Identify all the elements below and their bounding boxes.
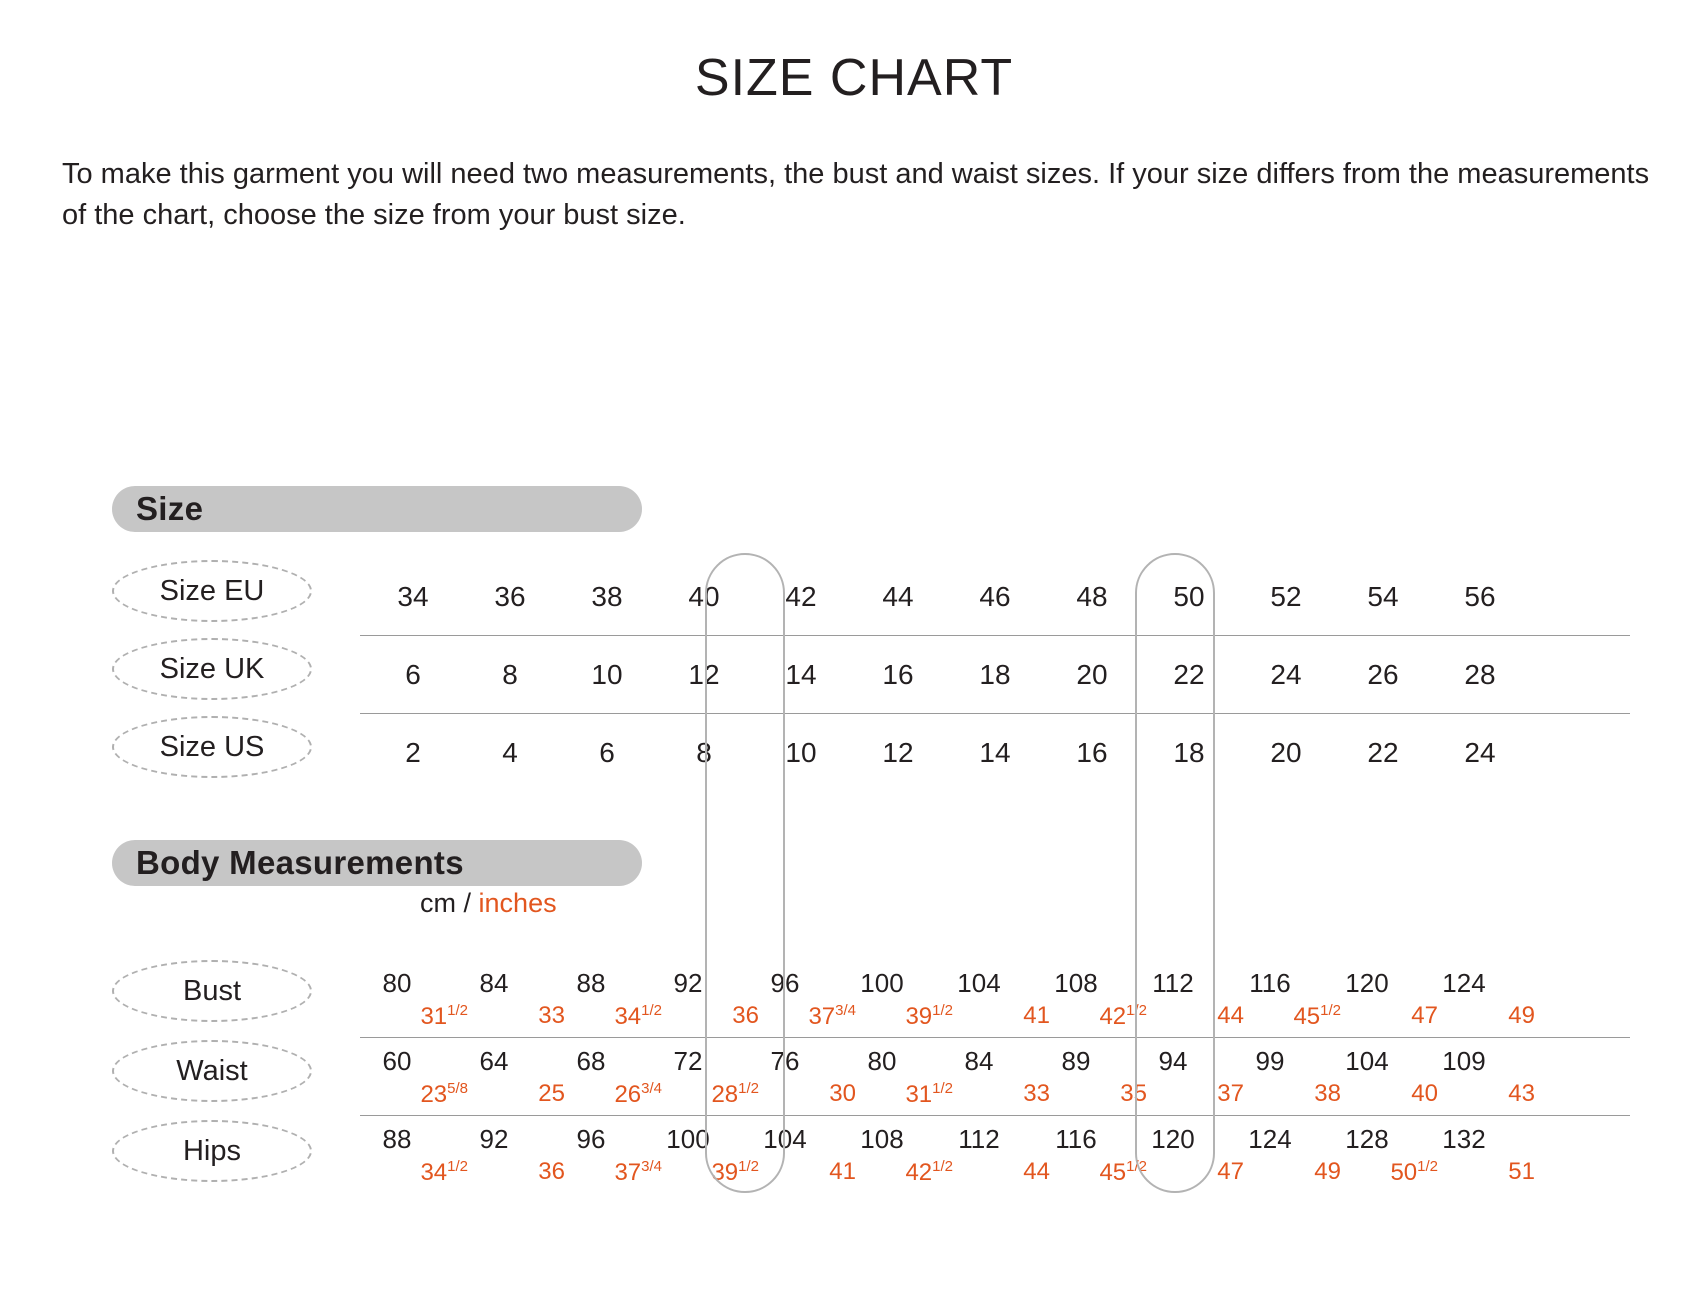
table-cell: 14 [979, 737, 1011, 768]
measurement-cm: 124 [1442, 968, 1486, 998]
table-cell: 4 [502, 737, 518, 768]
table-cell: 44 [882, 581, 914, 612]
measurement-cm: 109 [1442, 1046, 1486, 1076]
measurement-cm: 100 [860, 968, 904, 998]
measurement-cm: 60 [382, 1046, 412, 1076]
row-label-size-uk-text: Size UK [159, 652, 265, 685]
page-title: SIZE CHART [694, 49, 1014, 107]
measurement-cell [554, 1038, 662, 1116]
measurement-cm: 116 [1249, 968, 1291, 998]
table-cell: 34 [397, 581, 429, 612]
measurement-cell [651, 1116, 759, 1194]
measurement-cm: 104 [1345, 1046, 1389, 1076]
measurement-cell [360, 960, 468, 1038]
measurement-inches: $50^{1/2}$ [1390, 1158, 1438, 1186]
measurement-inches: 38 [1314, 1080, 1341, 1107]
measurement-cell [651, 960, 759, 1038]
table-cell: 16 [882, 659, 914, 690]
row-label-size-us-text: Size US [159, 730, 265, 763]
measurement-cm: 108 [860, 1124, 904, 1154]
measurement-inches: $45^{1/2}$ [1293, 1002, 1341, 1030]
measurement-cm: 96 [770, 968, 800, 998]
measurement-cell [748, 960, 856, 1038]
measurement-cell [845, 960, 953, 1038]
measurement-inches: 35 [1120, 1080, 1147, 1107]
measurement-cm: 92 [479, 1124, 509, 1154]
measurement-inches: $28^{1/2}$ [711, 1080, 759, 1108]
measurement-inches: 44 [1217, 1002, 1244, 1029]
measurement-cm: 72 [673, 1046, 703, 1076]
size-table [360, 558, 1630, 792]
table-row [360, 960, 1630, 1038]
measurement-cm: 80 [867, 1046, 897, 1076]
table-cell: 42 [785, 581, 817, 612]
measurement-inches: $26^{3/4}$ [614, 1080, 662, 1108]
table-cell: 6 [405, 659, 421, 690]
table-cell: 38 [591, 581, 623, 612]
measurement-inches: 41 [829, 1158, 856, 1185]
table-row [360, 714, 1630, 792]
measurement-cell [942, 960, 1050, 1038]
table-cell: 8 [502, 659, 518, 690]
measurement-cell [748, 1038, 856, 1116]
row-label-waist [112, 1040, 312, 1102]
table-cell: 20 [1076, 659, 1108, 690]
measurement-inches: 41 [1023, 1002, 1050, 1029]
measurement-cell [1330, 960, 1438, 1038]
measurement-cm: 116 [1055, 1124, 1097, 1154]
table-row [360, 636, 1630, 714]
measurement-cm: 100 [666, 1124, 710, 1154]
measurement-inches: $31^{1/2}$ [905, 1080, 953, 1108]
measurement-inches: $39^{1/2}$ [711, 1158, 759, 1186]
measurement-cm: 84 [479, 968, 509, 998]
table-cell: 12 [688, 659, 720, 690]
measurements-table [360, 960, 1630, 1194]
measurement-cm: 120 [1151, 1124, 1195, 1154]
measurement-cm: 64 [479, 1046, 509, 1076]
measurement-cm: 76 [770, 1046, 800, 1076]
measurement-cm: 88 [382, 1124, 412, 1154]
measurement-cm: 112 [958, 1124, 1000, 1154]
measurement-cell [1136, 960, 1244, 1038]
measurement-cm: 120 [1345, 968, 1389, 998]
measurement-inches: 47 [1411, 1002, 1438, 1029]
table-cell: 52 [1270, 581, 1302, 612]
measurement-cell [1039, 1038, 1147, 1116]
table-cell: 54 [1367, 581, 1399, 612]
measurement-inches: $42^{1/2}$ [1099, 1002, 1147, 1030]
row-label-hips [112, 1120, 312, 1182]
row-label-size-uk [112, 638, 312, 700]
measurement-inches: 44 [1023, 1158, 1050, 1185]
measurement-inches: 43 [1508, 1080, 1535, 1107]
table-cell: 10 [591, 659, 623, 690]
table-cell: 56 [1464, 581, 1496, 612]
row-label-waist-text: Waist [176, 1054, 248, 1087]
measurement-cell [1136, 1116, 1244, 1194]
row-label-size-us [112, 716, 312, 778]
measurement-cell [1039, 960, 1147, 1038]
table-cell: 2 [405, 737, 421, 768]
table-cell: 10 [785, 737, 817, 768]
measurement-cell [457, 1038, 565, 1116]
measurement-inches: 49 [1314, 1158, 1341, 1185]
measurement-inches: 33 [1023, 1080, 1050, 1107]
table-cell: 20 [1270, 737, 1302, 768]
measurement-inches: $23^{5/8}$ [420, 1080, 468, 1108]
measurement-cell [845, 1038, 953, 1116]
measurement-cm: 96 [576, 1124, 606, 1154]
measurement-cell [1233, 960, 1341, 1038]
measurement-inches: $34^{1/2}$ [420, 1158, 468, 1186]
measurement-cm: 108 [1054, 968, 1098, 998]
row-label-size-eu [112, 560, 312, 622]
measurement-inches: 25 [538, 1080, 565, 1107]
measurement-cell [457, 960, 565, 1038]
measurement-inches: 37 [1217, 1080, 1244, 1107]
measurement-inches: $34^{1/2}$ [614, 1002, 662, 1030]
table-row [360, 558, 1630, 636]
row-label-bust [112, 960, 312, 1022]
measurement-cell [1136, 1038, 1244, 1116]
measurement-cell [1039, 1116, 1147, 1194]
measurement-cell [845, 1116, 953, 1194]
table-cell: 50 [1173, 581, 1205, 612]
table-row [360, 1116, 1630, 1194]
table-row [360, 1038, 1630, 1116]
measurement-cell [1330, 1038, 1438, 1116]
measurement-inches: $42^{1/2}$ [905, 1158, 953, 1186]
table-cell: 14 [785, 659, 817, 690]
intro-paragraph: To make this garment you will need two measurements, the bust and waist sizes. If your size differs from the measurements of the chart, choose the size from your bust size. [62, 158, 1650, 232]
measurement-inches: 36 [732, 1002, 759, 1029]
units-inches-label: inches [478, 888, 557, 918]
row-label-size-eu-text: Size EU [159, 574, 265, 607]
table-cell: 46 [979, 581, 1011, 612]
row-label-hips-text: Hips [182, 1134, 241, 1167]
measurement-cm: 94 [1158, 1046, 1188, 1076]
row-label-bust-text: Bust [182, 974, 242, 1007]
measurement-cm: 84 [964, 1046, 994, 1076]
measurement-cm: 104 [957, 968, 1001, 998]
section-header-size-label: Size [136, 490, 204, 527]
measurement-cell [942, 1038, 1050, 1116]
measurement-cell [748, 1116, 856, 1194]
measurement-inches: 33 [538, 1002, 565, 1029]
measurement-cell [554, 960, 662, 1038]
table-cell: 12 [882, 737, 914, 768]
measurement-cm: 124 [1248, 1124, 1292, 1154]
measurement-inches: $45^{1/2}$ [1099, 1158, 1147, 1186]
section-header-body-measurements-label: Body Measurements [136, 844, 464, 881]
measurement-cm: 89 [1061, 1046, 1091, 1076]
units-legend [420, 888, 557, 919]
measurement-inches: $37^{3/4}$ [614, 1158, 662, 1186]
measurement-cell [942, 1116, 1050, 1194]
measurement-inches: 40 [1411, 1080, 1438, 1107]
measurement-inches: 36 [538, 1158, 565, 1185]
measurement-cm: 68 [576, 1046, 606, 1076]
measurement-cm: 128 [1345, 1124, 1389, 1154]
measurement-cell [360, 1038, 468, 1116]
measurement-cell [1233, 1038, 1341, 1116]
measurement-cm: 92 [673, 968, 703, 998]
table-cell: 40 [688, 581, 720, 612]
measurement-cell [1427, 1116, 1535, 1194]
table-cell: 48 [1076, 581, 1108, 612]
measurement-inches: 30 [829, 1080, 856, 1107]
measurement-cell [457, 1116, 565, 1194]
measurement-cm: 99 [1255, 1046, 1285, 1076]
table-cell: 22 [1367, 737, 1399, 768]
measurement-inches: $37^{3/4}$ [808, 1002, 856, 1030]
measurement-cm: 80 [382, 968, 412, 998]
section-header-body-measurements [112, 840, 642, 886]
measurement-cell [651, 1038, 759, 1116]
measurement-cell [1233, 1116, 1341, 1194]
measurement-inches: 47 [1217, 1158, 1244, 1185]
table-cell: 24 [1270, 659, 1302, 690]
measurement-cell [1427, 1038, 1535, 1116]
measurement-inches: $39^{1/2}$ [905, 1002, 953, 1030]
measurement-cm: 132 [1442, 1124, 1486, 1154]
section-header-size [112, 486, 642, 532]
measurement-cell [1427, 960, 1535, 1038]
table-cell: 6 [599, 737, 615, 768]
measurement-inches: 51 [1508, 1158, 1535, 1185]
table-cell: 24 [1464, 737, 1496, 768]
measurement-inches: 49 [1508, 1002, 1535, 1029]
table-cell: 18 [1173, 737, 1205, 768]
table-cell: 28 [1464, 659, 1496, 690]
units-cm-label: cm [420, 888, 456, 918]
measurement-cm: 104 [763, 1124, 807, 1154]
measurement-inches: $31^{1/2}$ [420, 1002, 468, 1030]
table-cell: 22 [1173, 659, 1205, 690]
measurement-cell [554, 1116, 662, 1194]
measurement-cm: 88 [576, 968, 606, 998]
table-cell: 26 [1367, 659, 1399, 690]
table-cell: 18 [979, 659, 1011, 690]
measurement-cell [360, 1116, 468, 1194]
units-separator: / [463, 888, 472, 918]
table-cell: 16 [1076, 737, 1108, 768]
table-cell: 36 [494, 581, 526, 612]
measurement-cell [1330, 1116, 1438, 1194]
measurement-cm: 112 [1152, 968, 1194, 998]
table-cell: 8 [696, 737, 712, 768]
